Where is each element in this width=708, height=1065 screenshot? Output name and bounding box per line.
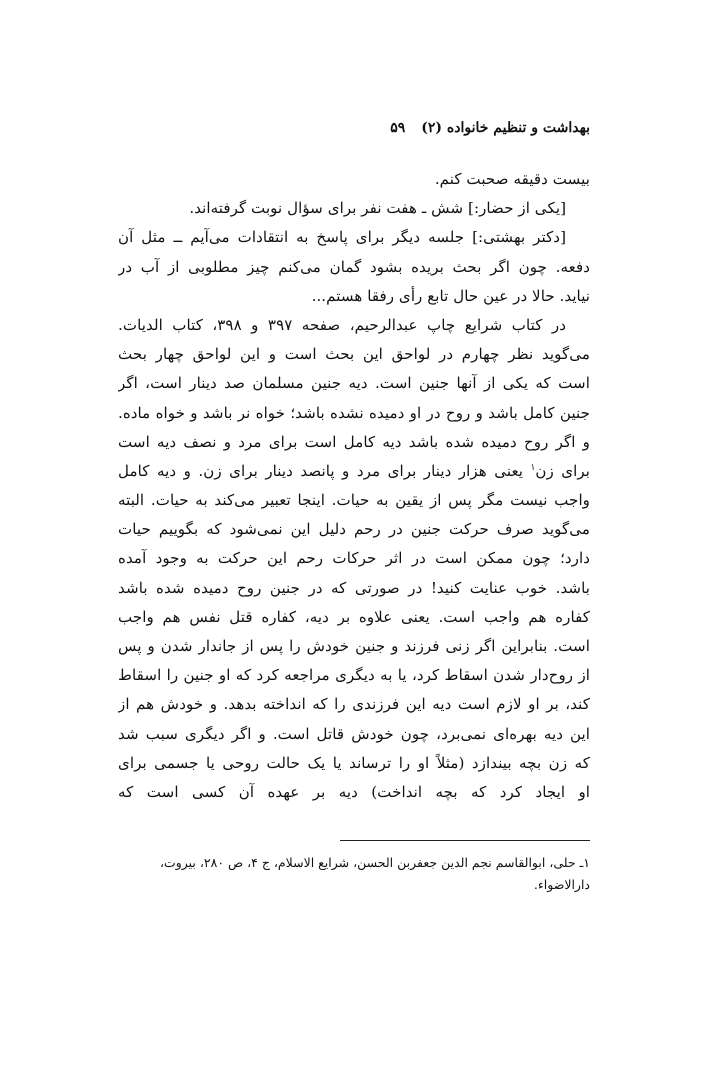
footnote-divider [340, 840, 590, 841]
text-segment: یعنی هزار دینار برای مرد و پانصد دینار برای زن. و دیه کامل [118, 461, 531, 480]
footnote [118, 852, 590, 896]
text-line: نیاید. حالا در عین حال تابع رأی رفقا هستم... [311, 286, 590, 305]
text-line: که زن بچه بیندازد (مثلاً او را ترساند یا یک حالت روحی یا جسمی برای [118, 753, 590, 772]
text-line: از روح‌دار شدن اسقاط کرد، یا به دیگری مراجعه کرد که او جنین را اسقاط [118, 666, 590, 685]
running-header [118, 120, 590, 136]
text-line: دارد؛ چون ممکن است در اثر حرکات رحم این حرکت به وجود آمده [118, 549, 590, 568]
text-line: می‌گوید صرف حرکت جنین در رحم دلیل این نمی‌شود که بگوییم حیات [118, 520, 590, 539]
text-line: [دکتر بهشتی:] جلسه دیگر برای پاسخ به انتقادات می‌آیم ــ مثل آن [118, 228, 566, 247]
running-title: بهداشت و تنظیم خانواده (۲) [421, 120, 590, 136]
text-line: در کتاب شرایع چاپ عبدالرحیم، صفحه ۳۹۷ و ۳۹۸، کتاب الدیات. [118, 315, 566, 334]
text-line: کند، بر او لازم است دیه این فرزندی را که انداخته بدهد. و خودش هم از [118, 695, 590, 714]
text-line: و اگر روح دمیده شده باشد دیه کامل است برای مرد و نصف دیه است [118, 432, 590, 451]
body-text [118, 165, 590, 807]
text-line: می‌گوید نظر چهارم در لواحق این بحث است و این لواحق چهار بحث [118, 345, 590, 364]
text-line: او ایجاد کرد که بچه انداخت) دیه بر عهده آن کسی است که [118, 782, 590, 801]
text-line: کفاره هم واجب است. یعنی علاوه بر دیه، کفاره قتل نفس هم واجب [118, 607, 590, 626]
footnote-marker[interactable]: ۱ [530, 462, 536, 473]
text-line-with-footnote [118, 457, 590, 486]
text-line: است. بنابراین اگر زنی فرزند و جنین خودش را پس از جاندار شدن و پس [118, 637, 590, 655]
text-segment: برای زن [535, 461, 590, 480]
text-line: بیست دقیقه صحبت کنم. [434, 170, 590, 188]
footnote-line: دارالاضواء. [533, 877, 590, 892]
text-line: واجب نیست مگر پس از یقین به حیات. اینجا تعبیر می‌کند به حیات. البته [118, 491, 590, 510]
text-line: [یکی از حضار:] شش ـ هفت نفر برای سؤال نوبت گرفته‌اند. [189, 199, 566, 218]
text-line: باشد. خوب عنایت کنید! در صورتی که در جنین روح دمیده شده باشد [118, 578, 590, 597]
text-line: است که یکی از آنها جنین است. دیه جنین مسلمان صد دینار است، اگر [118, 374, 590, 393]
text-line: این دیه بهره‌ای نمی‌برد، چون خودش قاتل است. و اگر دیگری سبب شد [118, 724, 590, 743]
text-line: دفعه. چون اگر بحث بریده بشود گمان می‌کنم چیز مطلوبی از آب در [118, 257, 590, 276]
text-line: جنین کامل باشد و روح در او دمیده نشده باشد؛ خواه نر باشد و خواه ماده. [118, 403, 590, 422]
page-number: ۵۹ [390, 120, 406, 136]
footnote-line: ۱ـ حلی، ابوالقاسم نجم الدین جعفربن الحسن، شرایع الاسلام، ج ۴، ص ۲۸۰، بیروت، [159, 855, 590, 870]
